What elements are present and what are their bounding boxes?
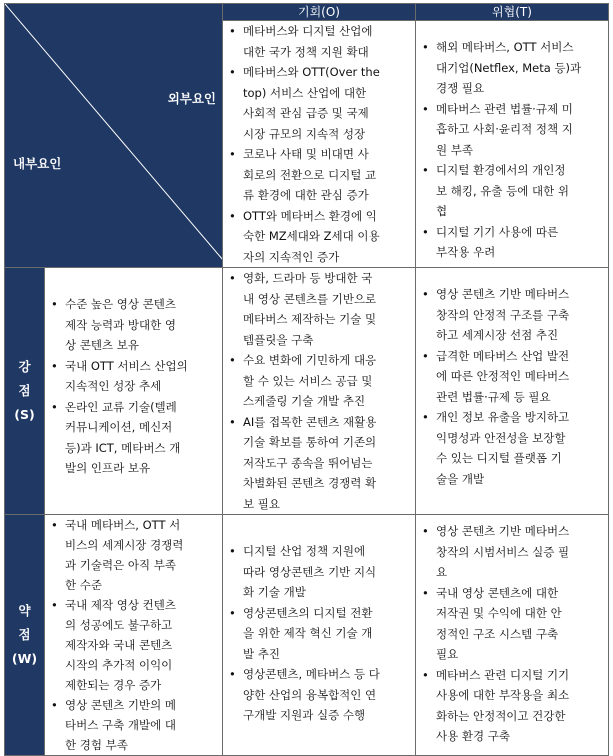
strength-item-line: 지속적인 성장 추세	[65, 379, 162, 393]
strength-item-line: 상 콘텐츠 보유	[65, 338, 139, 352]
weakness-item-line: 시작의 추가적 이익이	[65, 658, 173, 672]
weakness-item-line: 타버스 구축 개발에 대	[65, 718, 176, 732]
so-strategy-item-line: 메타버스 제작하는 기술 및	[243, 312, 377, 326]
so-strategy-item	[223, 268, 415, 350]
st-strategy-item-line: 관련 법률·규제 등 필요	[436, 389, 551, 404]
wt-strategy-item-line: 필요	[436, 647, 459, 661]
external-factors-label: 외부요인	[167, 91, 216, 106]
strength-item	[45, 397, 222, 479]
weaknesses-list	[45, 515, 222, 755]
st-strategy-cell	[416, 268, 609, 515]
wo-strategy-cell	[223, 515, 416, 756]
wt-strategy-item-line: 사용 환경 구축	[436, 729, 510, 743]
threat-item-line: • 해외 메타버스, OTT 서비스	[436, 40, 574, 54]
opportunity-item-line: 류 환경에 대한 관심 증가	[243, 188, 369, 202]
swot-table	[4, 3, 609, 756]
opportunity-header: 기회(O)	[223, 4, 416, 21]
strength-item-line: • 국내 OTT 서비스 산업의	[65, 358, 188, 373]
threats-cell	[416, 21, 609, 268]
so-strategy-list	[223, 268, 415, 514]
strength-item-line: • 수준 높은 영상 콘텐츠	[65, 297, 176, 311]
wt-strategy-item-line: • 영상 콘텐츠 기반 메타버스	[436, 524, 570, 538]
st-strategy-item-line: 창작의 안정적 구조를 구축	[436, 307, 570, 322]
opportunity-item-line: 사회적 관심 급증 및 국제	[243, 106, 369, 120]
strength-label-3: (S)	[14, 407, 35, 422]
strength-item-line: 발의 인프라 보유	[65, 461, 151, 475]
internal-factors-label: 내부요인	[13, 156, 62, 171]
threat-item-line: 흡하고 사회·윤리적 정책 지	[436, 122, 573, 136]
so-strategy-cell	[223, 268, 416, 515]
st-strategy-item	[416, 284, 608, 346]
threat-item	[416, 99, 608, 161]
weakness-item-line: 의 성공에도 불구하고	[65, 618, 173, 632]
opportunity-item	[223, 206, 415, 268]
so-strategy-item-line: 할 수 있는 서비스 공급 및	[243, 373, 373, 388]
st-strategy-item-line: 익명성과 안전성을 보장할	[436, 430, 566, 445]
opportunity-item-line: • 메타버스와 디지털 산업에	[243, 24, 373, 38]
wt-strategy-cell	[416, 515, 609, 756]
wo-strategy-item-line: 발 추진	[243, 646, 280, 661]
threats-list	[416, 37, 608, 263]
strength-label-2: 점	[18, 383, 31, 398]
wo-strategy-item-line: 따라 영상콘텐츠 기반 지식	[243, 564, 377, 579]
threat-item-line: • 디지털 환경에서의 개인정	[436, 163, 566, 177]
st-strategy-item	[416, 346, 608, 408]
wo-strategy-item-line: • 영상콘텐츠, 메타버스 등 다	[243, 667, 380, 681]
opportunity-item-line: 시장 규모의 지속적 성장	[243, 126, 366, 141]
strength-item-line: • 온라인 교류 기술(텔레	[65, 399, 177, 414]
st-strategy-item-line: • 급격한 메타버스 산업 발전	[436, 348, 570, 363]
weakness-item-line: 한 경험 부족	[65, 738, 128, 752]
weakness-label-1: 약	[18, 603, 31, 618]
strengths-cell	[45, 268, 223, 515]
weakness-item	[45, 515, 222, 595]
weakness-item-line: 비스의 세계시장 경쟁력	[65, 538, 184, 552]
threat-item-line: • 디지털 기기 사용에 따른	[436, 224, 559, 239]
strengths-list	[45, 294, 222, 479]
weakness-item	[45, 595, 222, 695]
wt-strategy-item	[416, 583, 608, 665]
so-strategy-item-line: 보 필요	[243, 496, 280, 511]
wo-strategy-item-line: • 영상콘텐츠의 디지털 전환	[243, 605, 373, 620]
so-strategy-item	[223, 412, 415, 515]
opportunity-item-line: 숙한 MZ세대와 Z세대 이용	[243, 229, 380, 243]
weakness-item	[45, 695, 222, 755]
st-strategy-item-line: 수 있는 디지털 플랫폼 기	[436, 451, 562, 465]
threat-item	[416, 222, 608, 263]
opportunity-item	[223, 62, 415, 144]
so-strategy-item	[223, 350, 415, 412]
weakness-item-line: • 영상 콘텐츠 기반의 메	[65, 698, 176, 712]
so-strategy-item-line: • 수요 변화에 기민하게 대응	[243, 353, 377, 367]
strength-item	[45, 356, 222, 397]
wt-strategy-item-line: 화하는 안정적이고 건강한	[436, 708, 566, 723]
weakness-item-line: 한 수준	[65, 578, 102, 592]
so-strategy-item-line: • AI를 접목한 콘텐츠 재활용	[243, 414, 377, 429]
wt-strategy-item-line: • 국내 영상 콘텐츠에 대한	[436, 585, 559, 600]
st-strategy-item-line: 술을 개발	[436, 471, 485, 486]
opportunity-item-line: 회로의 전환으로 디지털 교	[243, 167, 377, 182]
so-strategy-item-line: 기술 확보를 통하여 기존의	[243, 435, 377, 449]
opportunity-item-line: top) 서비스 산업에 대한	[243, 85, 367, 100]
threat-item-line: • 메타버스 관련 법률·규제 미	[436, 101, 573, 116]
st-strategy-item-line: 하고 세계시장 선점 추진	[436, 328, 559, 342]
opportunities-list	[223, 21, 415, 267]
so-strategy-item-line: • 영화, 드라마 등 방대한 국	[243, 271, 373, 285]
wt-strategy-item-line: 사용에 대한 부작용을 최소	[436, 688, 570, 702]
weakness-row-header	[5, 515, 45, 756]
corner-header	[5, 4, 223, 268]
threat-item	[416, 37, 608, 99]
wt-strategy-item-line: 정적인 구조 시스템 구축	[436, 626, 559, 641]
weaknesses-cell	[45, 515, 223, 756]
weakness-label-2: 점	[18, 627, 31, 642]
wo-strategy-item-line: 양한 산업의 융복합적인 연	[243, 687, 377, 702]
opportunity-item-line: 자의 지속적인 증가	[243, 249, 340, 264]
threat-item-line: 보 해킹, 유출 등에 대한 위	[436, 183, 570, 198]
so-strategy-item-line: 스케줄링 기술 개발 추진	[243, 394, 366, 408]
wt-strategy-list	[416, 521, 608, 747]
wt-strategy-item-line: 저작권 및 수익에 대한 안	[436, 606, 562, 620]
threat-item-line: 경쟁 필요	[436, 81, 485, 95]
wo-strategy-item	[223, 664, 415, 726]
weakness-label-3: (W)	[11, 651, 38, 666]
threat-item-line: 협	[436, 204, 448, 218]
strength-item	[45, 294, 222, 356]
wt-strategy-item-line: 창작의 시범서비스 실증 필	[436, 544, 570, 559]
strength-item-line: 커뮤니케이션, 메신저	[65, 420, 173, 434]
so-strategy-item-line: 템플릿을 구축	[243, 332, 314, 347]
wo-strategy-item-line: 화 기술 개발	[243, 585, 306, 599]
so-strategy-item-line: 차별화된 콘텐츠 경쟁력 확	[243, 476, 377, 490]
threat-item	[416, 160, 608, 222]
opportunity-item	[223, 144, 415, 206]
diagonal-divider	[5, 4, 223, 260]
wo-strategy-list	[223, 541, 415, 726]
st-strategy-item	[416, 407, 608, 489]
wo-strategy-item-line: • 디지털 산업 정책 지원에	[243, 544, 366, 558]
weakness-item-line: 제작자와 국내 콘텐츠	[65, 638, 173, 652]
st-strategy-item-line: • 영상 콘텐츠 기반 메타버스	[436, 287, 570, 301]
opportunity-item	[223, 21, 415, 62]
wt-strategy-item-line: 요	[436, 565, 448, 579]
wo-strategy-item-line: 구개발 지원과 실증 수행	[243, 708, 366, 722]
weakness-item-line: 과 기술력은 아직 부족	[65, 558, 176, 572]
so-strategy-item-line: 내 영상 콘텐츠를 기반으로	[243, 291, 377, 306]
strength-row-header	[5, 268, 45, 515]
opportunity-item-line: • 메타버스와 OTT(Over the	[243, 65, 380, 79]
wo-strategy-item	[223, 541, 415, 603]
opportunities-cell	[223, 21, 416, 268]
st-strategy-list	[416, 284, 608, 489]
weakness-item-line: 제한되는 경우 증가	[65, 678, 162, 692]
wt-strategy-item-line: • 메타버스 관련 디지털 기기	[436, 667, 570, 682]
wo-strategy-item	[223, 603, 415, 665]
weakness-item-line: • 국내 제작 영상 컨텐츠	[65, 598, 176, 612]
threat-item-line: 대기업(Netflex, Meta 등)과	[436, 60, 582, 75]
swot-table-wrapper	[4, 3, 608, 752]
threat-header: 위협(T)	[416, 4, 609, 21]
opportunity-item-line: • OTT와 메타버스 환경에 익	[243, 208, 377, 223]
wt-strategy-item	[416, 521, 608, 583]
wt-strategy-item	[416, 665, 608, 747]
strength-label-1: 강	[18, 359, 31, 374]
threat-item-line: 부작용 우려	[436, 245, 496, 259]
threat-item-line: 원 부족	[436, 142, 473, 157]
wo-strategy-item-line: 을 위한 제작 혁신 기술 개	[243, 626, 373, 640]
strength-item-line: 등)과 ICT, 메타버스 개	[65, 440, 181, 455]
strength-item-line: 제작 능력과 방대한 영	[65, 317, 176, 332]
weakness-item-line: • 국내 메타버스, OTT 서	[65, 518, 181, 532]
st-strategy-item-line: • 개인 정보 유출을 방지하고	[436, 410, 570, 424]
st-strategy-item-line: 에 따른 안정적인 메타버스	[436, 369, 570, 383]
opportunity-item-line: 대한 국가 정책 지원 확대	[243, 44, 369, 59]
opportunity-item-line: • 코로나 사태 및 비대면 사	[243, 147, 369, 161]
so-strategy-item-line: 저작도구 종속을 뛰어넘는	[243, 455, 373, 470]
